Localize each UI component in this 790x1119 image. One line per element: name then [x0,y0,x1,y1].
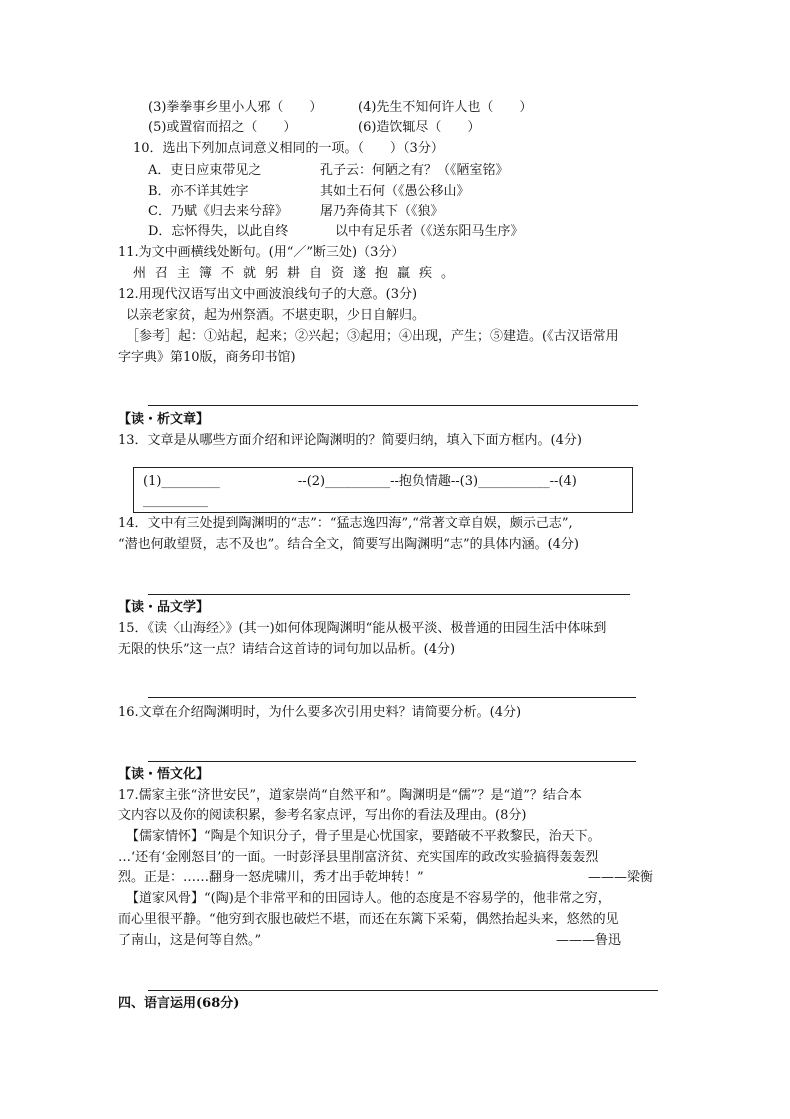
q13-box-line1: (1)_________ --(2)__________--抱负情趣--(3)___________--(4) [143,474,577,489]
q10-option-c-right: 屠乃奔倚其下（《狼》 [320,204,444,219]
answer-line-q17 [148,990,658,991]
quote-confucian-line1: 【儒家情怀】“陶是个知识分子，骨子里是心忧国家，要踏破不平救黎民，治天下。 [126,829,601,844]
q16-stem: 16.文章在介绍陶渊明时，为什么要多次引用史料？请简要分析。(4分) [118,705,522,720]
q10-option-a-left: A．吏日应束带见之 [148,163,262,178]
q13-box-line2: __________ [143,493,208,508]
q9-item-3: (3)拳拳事乡里小人邪（ ） [148,100,323,115]
q12-reference-line2: 字字典》第10版，商务印书馆) [118,350,296,365]
quote-daoist-line1: 【道家风骨】“(陶)是个非常平和的田园诗人。他的态度是不容易学的，他非常之穷， [126,891,611,906]
quote-daoist-line2: 而心里很平静。“他穷到衣服也破烂不堪，而还在东篱下采菊，偶然抬起头来，悠然的见 [118,912,619,927]
quote-daoist-line3: 了南山，这是何等自然。” [118,933,262,948]
answer-line-q16 [148,761,636,762]
q10-option-a-right: 孔子云：何陋之有？（《陋室铭》 [320,163,509,178]
q10-option-c-left: C．乃赋《归去来兮辞》 [148,204,288,219]
section-title-literature: 【读・品文学】 [118,600,210,615]
answer-line-q14 [148,594,630,595]
q10-option-b-right: 其如土石何（《愚公移山》 [320,184,470,199]
q15-line1: 15．《读〈山海经〉》(其一)如何体现陶渊明“能从极平淡、极普通的田园生活中体味到 [118,621,607,636]
quote-confucian-line2: …‘还有‘金刚怒目’的一面。一时彭泽县里削富济贫、充实国库的政改实验搞得轰轰烈 [118,850,599,865]
q10-stem: 10．选出下列加点词意义相同的一项。（ ）（3分） [133,141,444,156]
q14-line1: 14．文中有三处提到陶渊明的“志”：“猛志逸四海”,“常著文章自娱，颇示己志”, [118,516,573,531]
q10-option-d-left: D．忘怀得失，以此自终 [148,224,289,239]
q11-stem: 11.为文中画横线处断句。(用“／”断三处)（3分） [118,245,405,260]
q12-reference-line1: ［参考］起：①站起，起来；②兴起；③起用；④出现，产生；⑤建造。(《古汉语常用 [126,329,619,344]
section-title-analyze: 【读・析文章】 [118,412,210,427]
section-4-title: 四、语言运用(68分) [118,996,240,1011]
quote-confucian-author: ———梁衡 [588,870,654,885]
q12-stem: 12.用现代汉语写出文中画波浪线句子的大意。(3分) [118,287,418,302]
quote-confucian-line3: 烈。正是：……翻身一怒虎啸川，秀才出手乾坤转！” [118,870,424,885]
q9-item-5: (5)或置宿而招之（ ） [148,120,297,135]
q13-stem: 13．文章是从哪些方面介绍和评论陶渊明的？简要归纳，填入下面方框内。(4分) [118,433,582,448]
q15-line2: 无限的快乐”这一点？请结合这首诗的词句加以品析。(4分) [118,642,456,657]
q9-item-4: (4)先生不知何许人也（ ） [358,100,533,115]
answer-line-q12 [148,405,638,406]
q10-option-b-left: B．亦不详其姓字 [148,184,249,199]
section-title-culture: 【读・悟文化】 [118,767,210,782]
q10-option-d-right: 以中有足乐者（《送东阳马生序》 [335,224,524,239]
q11-text: 州召主簿不就躬耕自资遂抱羸疾。 [133,266,464,281]
q17-line2: 文内容以及你的阅读积累，参考名家点评，写出你的看法及理由。(8分) [118,808,527,823]
q12-sentence: 以亲老家贫，起为州祭酒。不堪吏职，少日自解归。 [126,308,426,323]
answer-line-q15 [148,697,636,698]
q9-item-6: (6)造饮辄尽（ ） [358,120,481,135]
q14-line2: “潜也何敢望贤，志不及也”。结合全文，简要写出陶渊明“志”的具体内涵。(4分) [118,537,579,552]
quote-daoist-author: ———鲁迅 [556,933,622,948]
q17-line1: 17.儒家主张“济世安民”，道家崇尚“自然平和”。陶渊明是“儒”？是“道”？结合本 [118,788,582,803]
